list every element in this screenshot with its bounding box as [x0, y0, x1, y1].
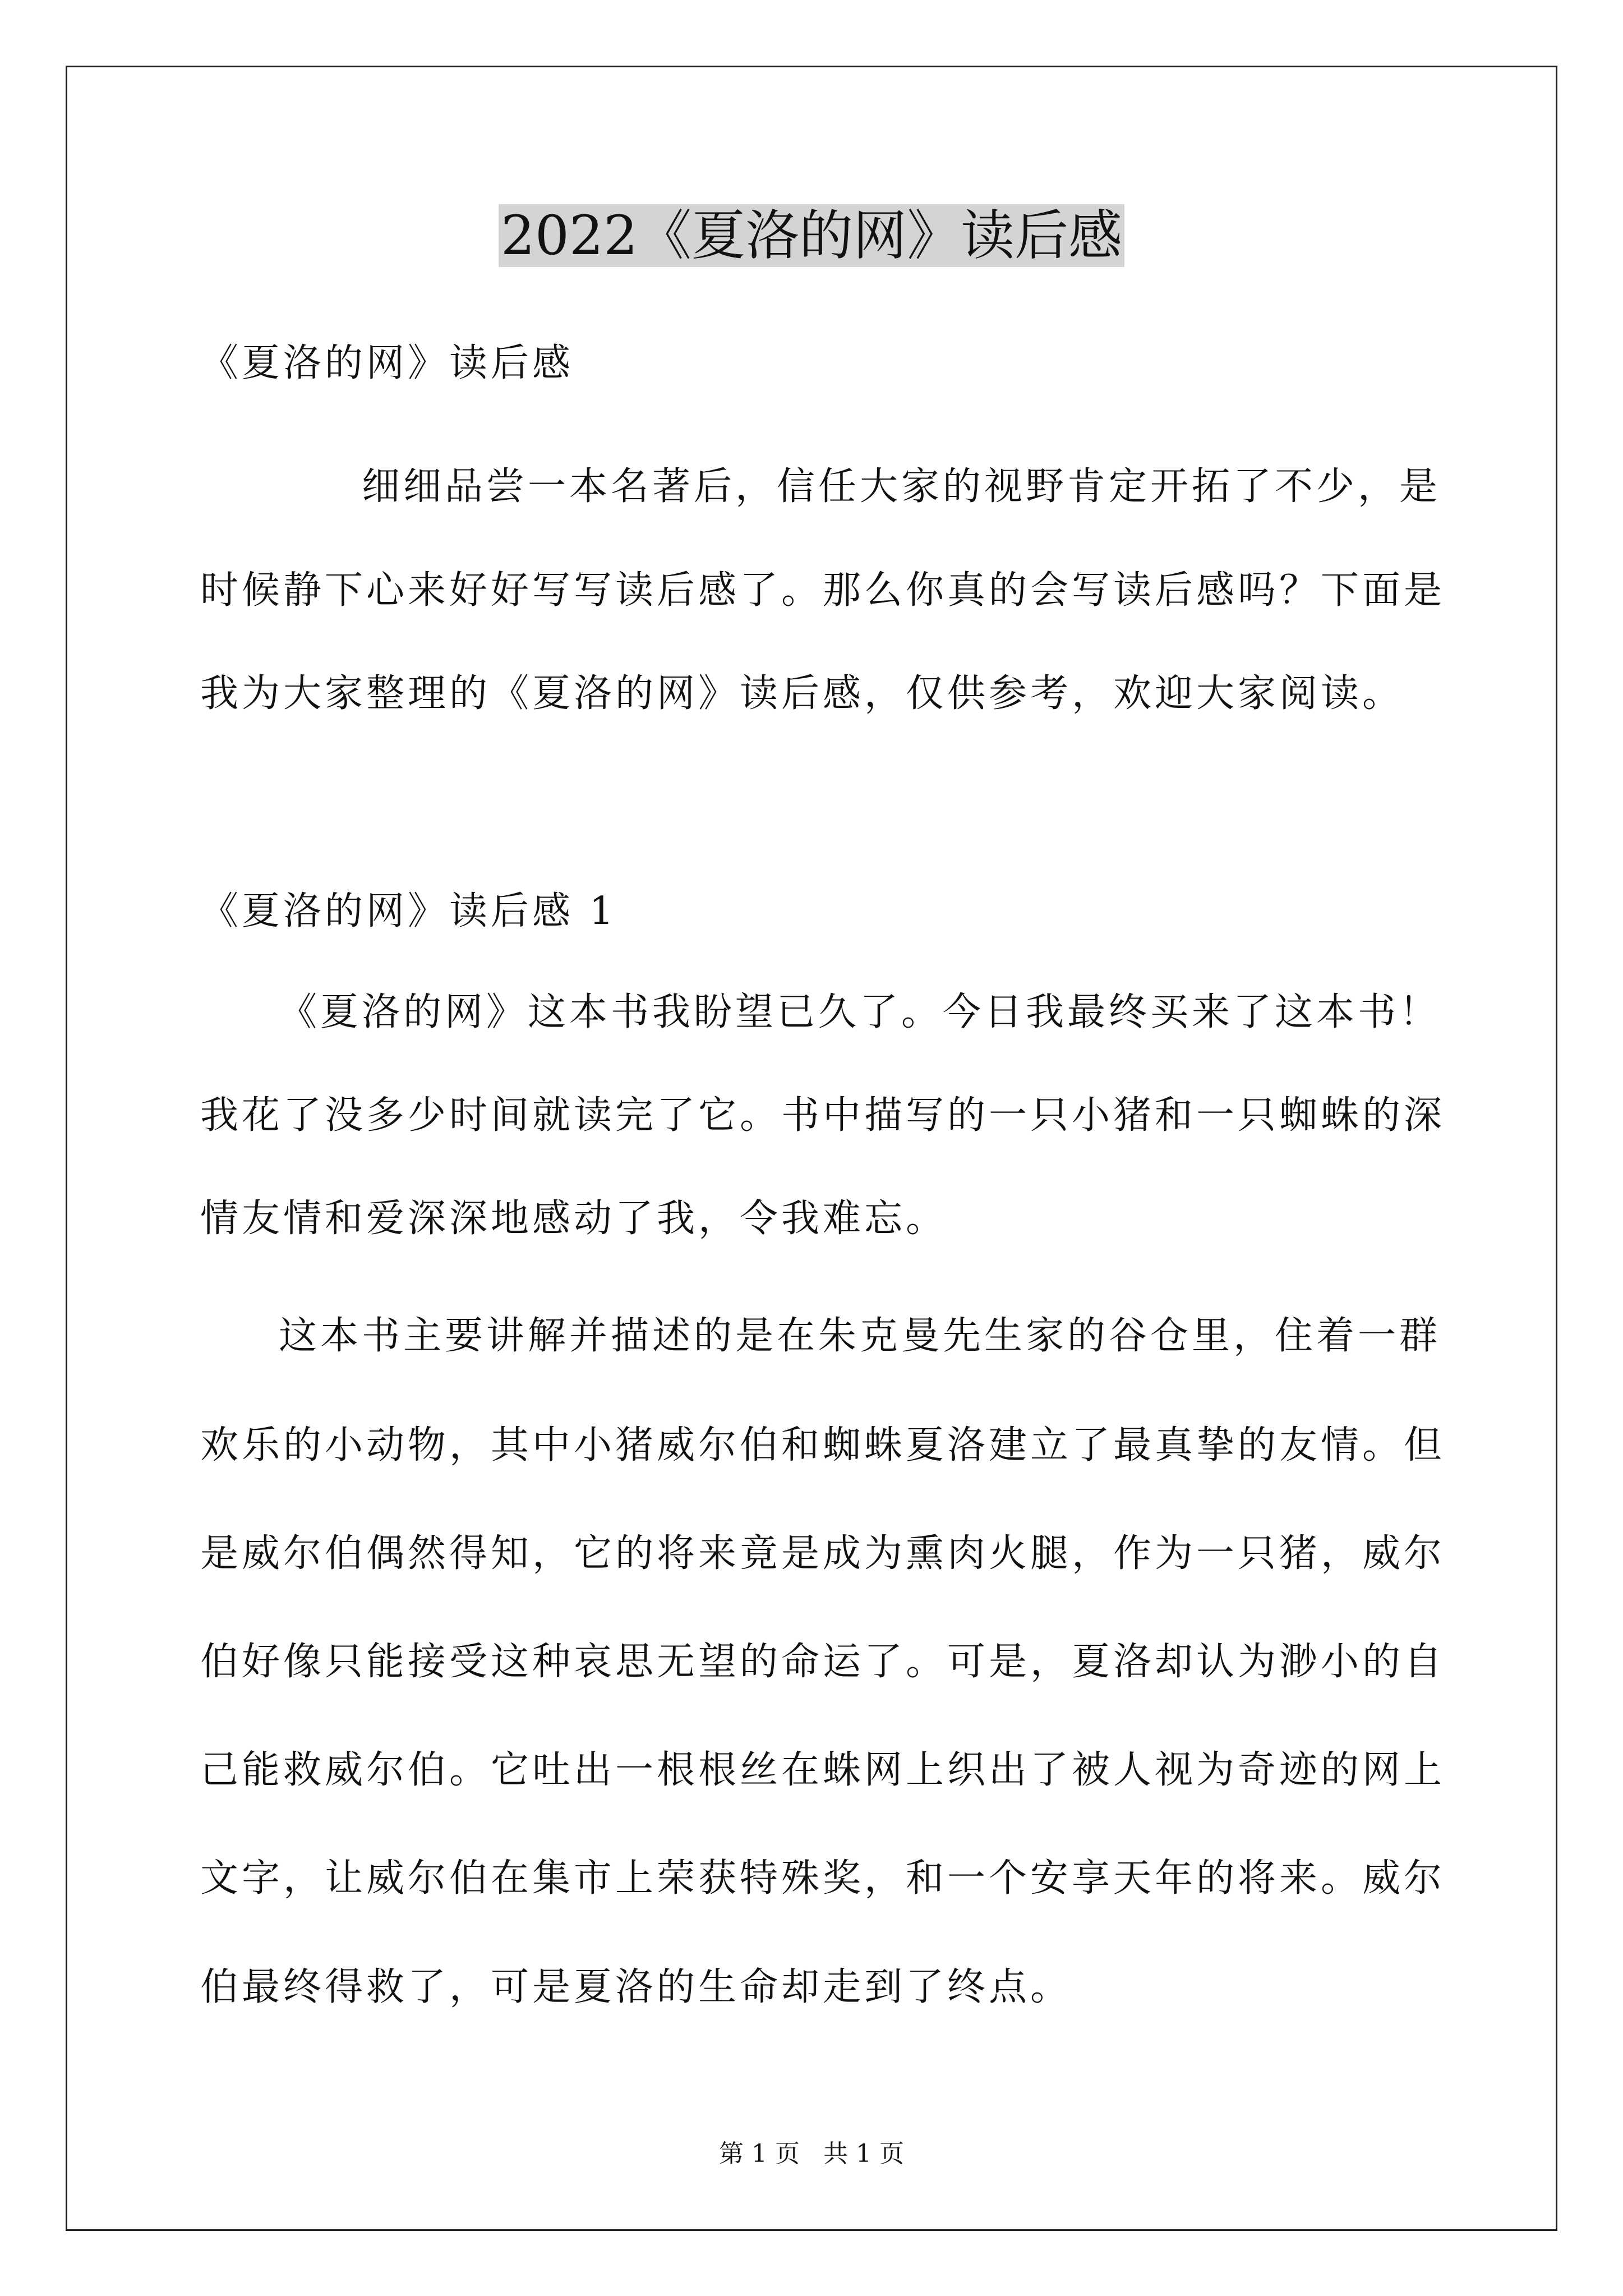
document-title [0, 199, 1623, 272]
paragraph-line: 是威尔伯偶然得知，它的将来竟是成为熏肉火腿，作为一只猪，威尔 [200, 1531, 1446, 1576]
section-heading: 《夏洛的网》读后感 1 [200, 889, 617, 933]
paragraph-line: 己能救威尔伯。它吐出一根根丝在蛛网上织出了被人视为奇迹的网上 [200, 1748, 1446, 1792]
intro-line: 细细品尝一本名著后，信任大家的视野肯定开拓了不少，是 [362, 464, 1441, 509]
paragraph-line: 伯最终得救了，可是夏洛的生命却走到了终点。 [200, 1965, 1072, 2009]
subtitle: 《夏洛的网》读后感 [200, 341, 574, 385]
intro-line: 时候静下心来好好写写读后感了。那么你真的会写读后感吗？下面是 [200, 568, 1446, 613]
paragraph-line: 我花了没多少时间就读完了它。书中描写的一只小猪和一只蜘蛛的深 [200, 1093, 1446, 1138]
paragraph-line: 欢乐的小动物，其中小猪威尔伯和蜘蛛夏洛建立了最真挚的友情。但 [200, 1423, 1446, 1467]
paragraph-line: 《夏洛的网》这本书我盼望已久了。今日我最终买来了这本书！ [279, 990, 1441, 1034]
page-footer: 第 1 页 共 1 页 [719, 2139, 904, 2168]
paragraph-line: 文字，让威尔伯在集市上荣获特殊奖，和一个安享天年的将来。威尔 [200, 1856, 1446, 1901]
intro-line: 我为大家整理的《夏洛的网》读后感，仅供参考，欢迎大家阅读。 [200, 671, 1404, 716]
title-text: 2022《夏洛的网》读后感 [499, 204, 1124, 267]
paragraph-line: 伯好像只能接受这种哀思无望的命运了。可是，夏洛却认为渺小的自 [200, 1640, 1446, 1684]
paragraph-line: 情友情和爱深深地感动了我，令我难忘。 [200, 1197, 948, 1241]
paragraph-line: 这本书主要讲解并描述的是在朱克曼先生家的谷仓里，住着一群 [279, 1314, 1441, 1358]
